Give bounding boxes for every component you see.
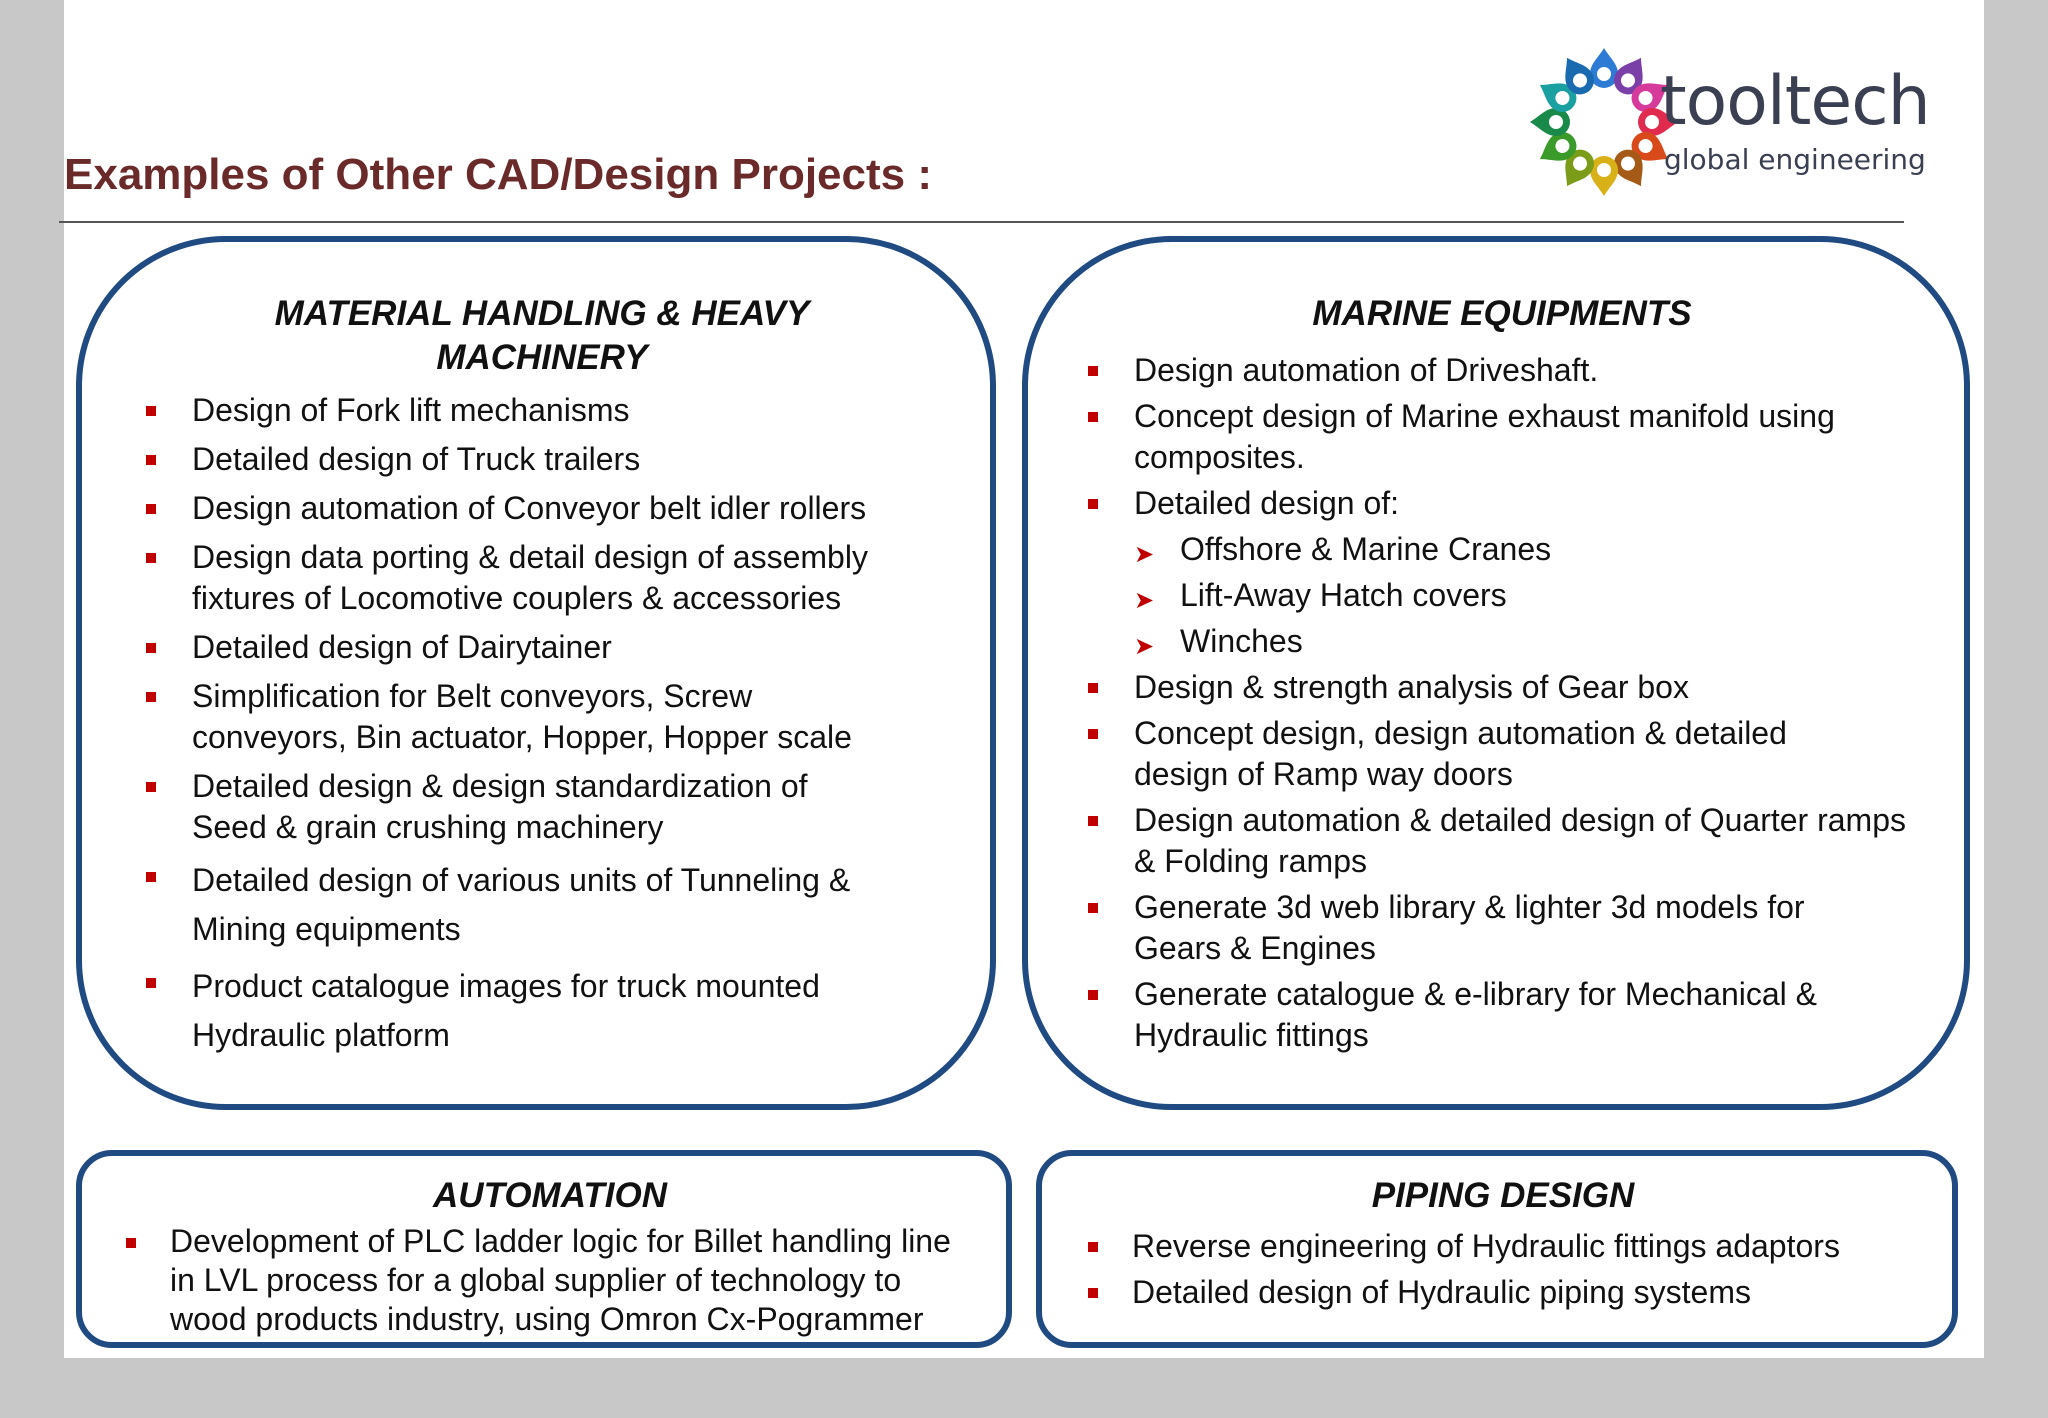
material-handling-heading: MATERIAL HANDLING & HEAVY MACHINERY: [274, 294, 810, 377]
sub-list-item: ➤ Winches: [1180, 621, 1934, 662]
logo-drop-icon: [1590, 156, 1618, 196]
list-item: Detailed design of:: [1134, 483, 1934, 524]
logo-drop-icon: [1530, 108, 1570, 136]
header-divider: [59, 221, 1904, 223]
sub-list-item: ➤ Offshore & Marine Cranes: [1180, 529, 1934, 570]
material-handling-list: [192, 390, 992, 1068]
list-item: Development of PLC ladder logic for Billet handling line in LVL process for a global supplier of technology to wood products industry, using Omron Cx-Pogrammer: [170, 1222, 1000, 1339]
piping-design-heading: PIPING DESIGN: [1371, 1176, 1635, 1215]
list-item: Detailed design of Hydraulic piping systems: [1132, 1272, 1952, 1313]
marine-equipments-list: [1134, 350, 1934, 1061]
list-item: Simplification for Belt conveyors, Screw conveyors, Bin actuator, Hopper, Hopper scale: [192, 676, 992, 758]
list-item: Design automation & detailed design of Quarter ramps & Folding ramps: [1134, 800, 1934, 882]
logo-wordmark: tooltech: [1660, 62, 1930, 141]
list-item: Reverse engineering of Hydraulic fittings adaptors: [1132, 1226, 1952, 1267]
piping-design-list: [1132, 1226, 1952, 1318]
list-item: Concept design of Marine exhaust manifold using composites.: [1134, 396, 1934, 478]
list-item: Design of Fork lift mechanisms: [192, 390, 992, 431]
marine-equipments-panel: [1022, 236, 1970, 1110]
list-item: Design & strength analysis of Gear box: [1134, 667, 1934, 708]
automation-heading: AUTOMATION: [433, 1176, 667, 1215]
logo-drop-icon: [1590, 48, 1618, 88]
automation-panel: [76, 1150, 1012, 1348]
list-item: Design automation of Conveyor belt idler rollers: [192, 488, 992, 529]
marine-equipments-heading: MARINE EQUIPMENTS: [1312, 294, 1692, 333]
list-item: Generate catalogue & e-library for Mechanical & Hydraulic fittings: [1134, 974, 1934, 1056]
list-item: Design data porting & detail design of assembly fixtures of Locomotive couplers & accessories: [192, 537, 992, 619]
list-item: Generate 3d web library & lighter 3d models for Gears & Engines: [1134, 887, 1934, 969]
list-item: Detailed design of various units of Tunneling & Mining equipments: [192, 856, 992, 954]
sub-list-item: ➤ Lift-Away Hatch covers: [1180, 575, 1934, 616]
list-item: Detailed design & design standardization of Seed & grain crushing machinery: [192, 766, 992, 848]
list-item: Product catalogue images for truck mounted Hydraulic platform: [192, 962, 992, 1060]
list-item: Concept design, design automation & detailed design of Ramp way doors: [1134, 713, 1934, 795]
list-item: Detailed design of Truck trailers: [192, 439, 992, 480]
piping-design-panel: [1036, 1150, 1958, 1348]
list-item: Detailed design of Dairytainer: [192, 627, 992, 668]
page-title: Examples of Other CAD/Design Projects :: [64, 150, 932, 199]
logo-tagline: global engineering: [1664, 143, 1926, 176]
material-handling-panel: [76, 236, 996, 1110]
list-item: Design automation of Driveshaft.: [1134, 350, 1934, 391]
automation-list: [170, 1222, 1000, 1339]
logo-ring-icon: [1530, 48, 1678, 196]
